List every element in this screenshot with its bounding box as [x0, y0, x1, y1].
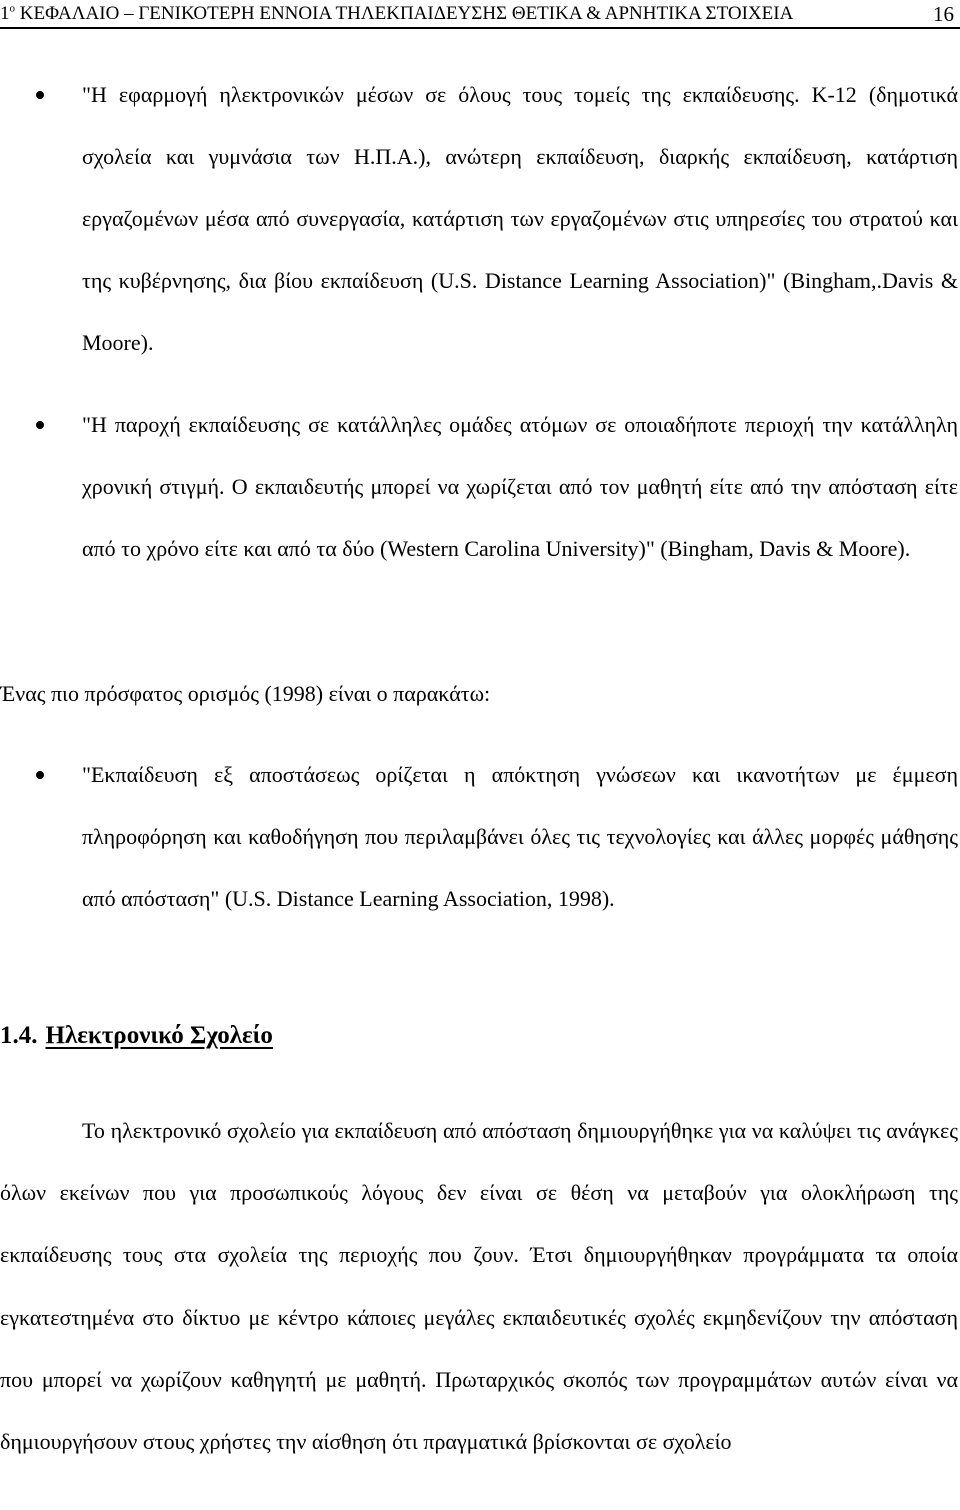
bullet-item-1: "Η εφαρμογή ηλεκτρονικών μέσων σε όλους τους τομείς της εκπαίδευσης. Κ-12 (δημοτικά σχολεία και γυμνάσια των Η.Π.Α.), ανώτερη εκπαίδευση, διαρκής εκπαίδευση, κατάρτιση εργαζομένων μέσα από συνεργασία, κατάρτιση των εργαζομένων στις υπηρεσίες του στρατού και της κυβέρνησης, δια βίου εκπαίδευση (U.S. Distance Learning Association)" (Bingham,.Davis & Moore).: [82, 82, 958, 355]
bullet-icon: [36, 421, 44, 429]
page-number: 16: [933, 2, 954, 26]
chapter-number: 1: [0, 3, 10, 24]
definition-intro: Ένας πιο πρόσφατος ορισμός (1998) είναι ο παρακάτω:: [0, 681, 491, 706]
page-header: [0, 0, 960, 30]
chapter-heading: [0, 2, 793, 26]
body-paragraph: Το ηλεκτρονικό σχολείο για εκπαίδευση από απόσταση δημιουργήθηκε για να καλύψει τις ανάγκες όλων εκείνων που για προσωπικούς λόγους δεν είναι σε θέση να μεταβούν για ολοκλήρωση της εκπαίδευσης τους στα σχολεία της περιοχής που ζουν. Έτσι δημιουργήθηκαν προγράμματα τα οποία εγκατεστημένα στο δίκτυο με κέντρο κάποιες μεγάλες εκπαιδευτικές σχολές εκμηδενίζουν την απόσταση που μπορεί να χωρίζουν καθηγητή με μαθητή. Πρωταρχικός σκοπός των προγραμμάτων αυτών είναι να δημιουργήσουν στους χρήστες την αίσθηση ότι πραγματικά βρίσκονται σε σχολείο: [0, 1118, 958, 1455]
bullet-icon: [36, 91, 44, 99]
bullet-item-definition: "Εκπαίδευση εξ αποστάσεως ορίζεται η απόκτηση γνώσεων και ικανοτήτων με έμμεση πληροφόρηση και καθοδήγηση που περιλαμβάνει όλες τις τεχνολογίες και άλλες μορφές μάθησης από απόσταση" (U.S. Distance Learning Association, 1998).: [82, 762, 958, 911]
chapter-title: ΚΕΦΑΛΑΙΟ – ΓΕΝΙΚΟΤΕΡΗ ΕΝΝΟΙΑ ΤΗΛΕΚΠΑΙΔΕΥΣΗΣ ΘΕΤΙΚΑ & ΑΡΝΗΤΙΚΑ ΣΤΟΙΧΕΙΑ: [19, 3, 794, 24]
bullet-icon: [36, 771, 44, 779]
chapter-ordinal-suffix: ο: [9, 2, 15, 15]
bullet-item-2: "Η παροχή εκπαίδευσης σε κατάλληλες ομάδες ατόμων σε οποιαδήποτε περιοχή την κατάλληλη χρονική στιγμή. Ο εκπαιδευτής μπορεί να χωρίζεται από τον μαθητή είτε από την απόσταση είτε από το χρόνο είτε και από τα δύο (Western Carolina University)" (Bingham, Davis & Moore).: [82, 412, 958, 561]
header-rule: [0, 27, 960, 29]
section-heading: [0, 1022, 273, 1050]
section-number: 1.4.: [0, 1022, 38, 1049]
section-title: Ηλεκτρονικό Σχολείο: [45, 1022, 273, 1049]
